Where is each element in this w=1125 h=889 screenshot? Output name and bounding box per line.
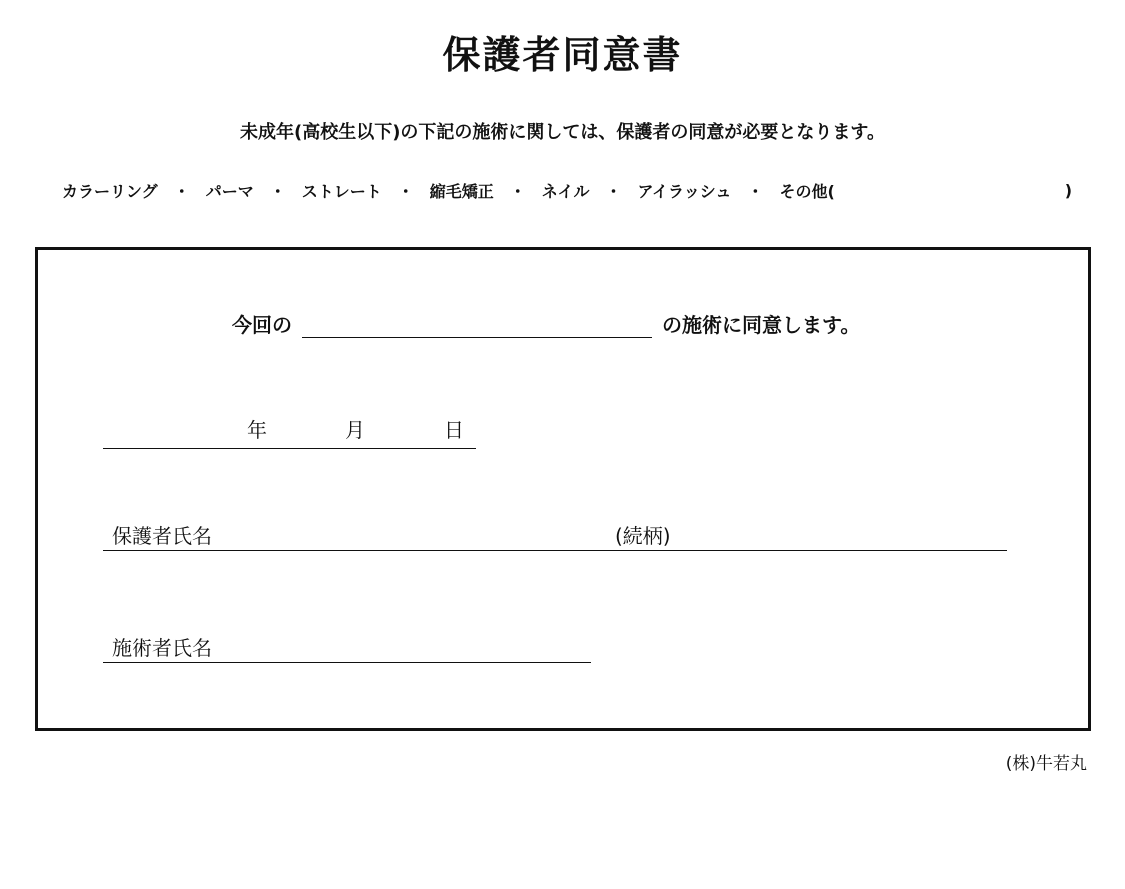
- service-coloring: カラーリング: [62, 181, 158, 201]
- year-label: 年: [247, 418, 267, 442]
- service-other: その他(: [779, 181, 835, 201]
- service-perm: パーマ: [205, 181, 254, 201]
- service-other-close: ): [1064, 180, 1072, 200]
- service-nail: ネイル: [541, 181, 590, 201]
- separator: ・: [605, 181, 622, 201]
- separator: ・: [269, 181, 286, 201]
- consent-suffix: の施術に同意します。: [662, 313, 861, 337]
- service-list: [62, 178, 1072, 202]
- company-name: (株)牛若丸: [1005, 754, 1087, 774]
- separator: ・: [509, 181, 526, 201]
- guardian-name-label: 保護者氏名: [112, 524, 212, 548]
- practitioner-name-field[interactable]: [103, 630, 591, 663]
- guardian-name-field[interactable]: [103, 518, 1007, 551]
- service-straightening: 縮毛矯正: [429, 181, 494, 201]
- separator: ・: [397, 181, 414, 201]
- relation-label: (続柄): [615, 524, 671, 548]
- practitioner-name-label: 施術者氏名: [112, 636, 212, 660]
- month-label: 月: [345, 418, 365, 442]
- consent-prefix: 今回の: [232, 313, 292, 337]
- requirement-note: 未成年(高校生以下)の下記の施術に関しては、保護者の同意が必要となります。: [239, 122, 885, 143]
- separator: ・: [747, 181, 764, 201]
- consent-statement: [232, 308, 860, 338]
- day-label: 日: [444, 418, 464, 442]
- service-straight: ストレート: [301, 181, 382, 201]
- document-title: 保護者同意書: [442, 33, 683, 77]
- service-name-field[interactable]: [302, 313, 652, 338]
- separator: ・: [173, 181, 190, 201]
- service-eyelash: アイラッシュ: [637, 181, 732, 201]
- date-field[interactable]: [103, 414, 476, 449]
